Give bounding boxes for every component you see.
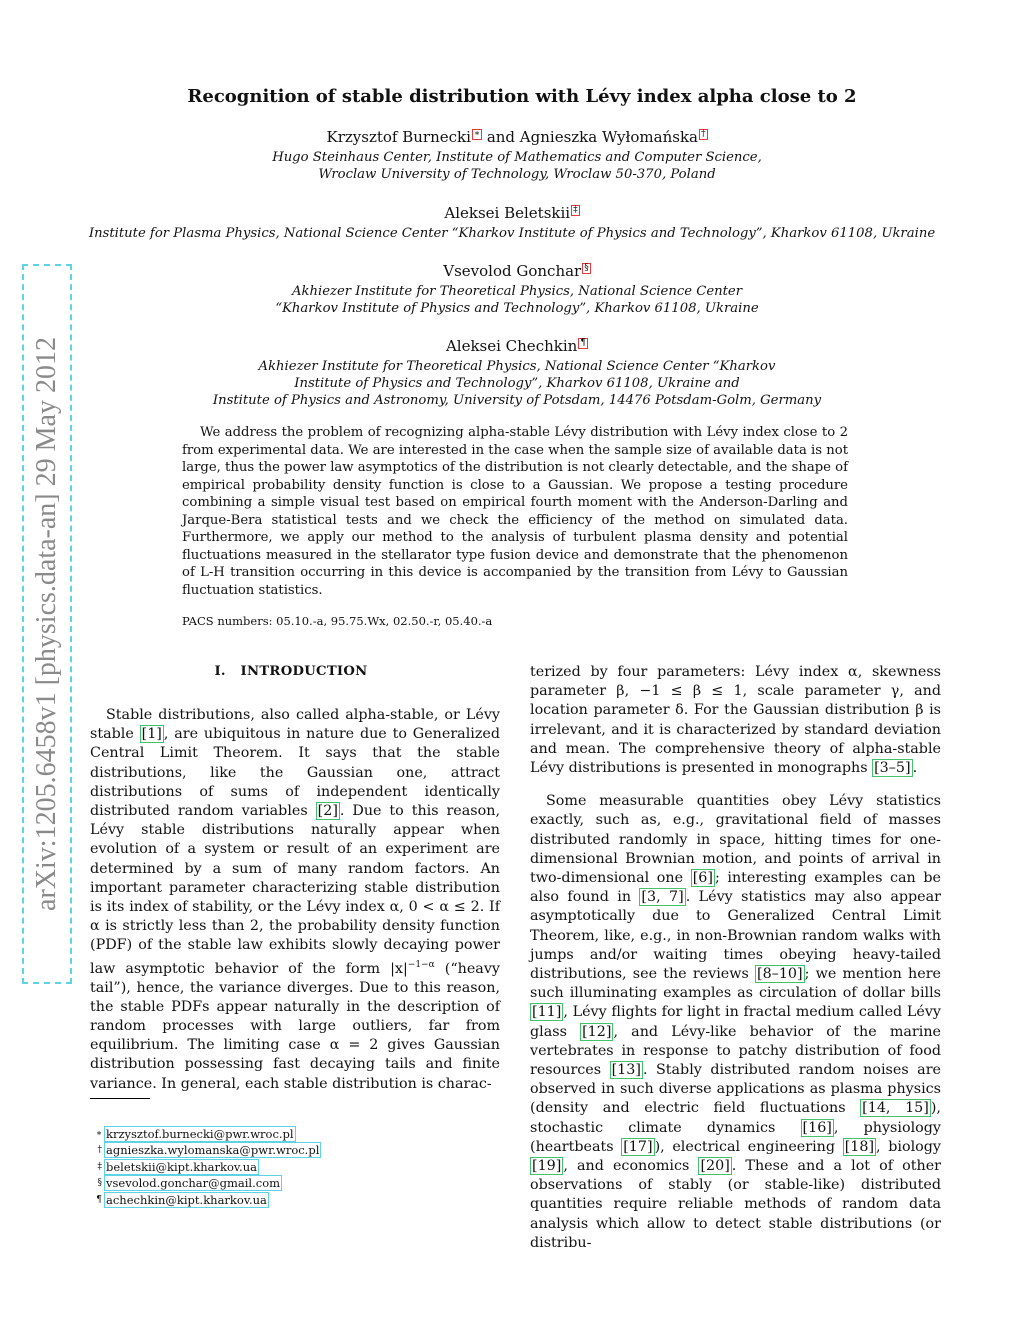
paper-title: Recognition of stable distribution with Lévy index alpha close to 2 (187, 86, 857, 107)
text-run: , physiology (heartbeats (530, 1119, 941, 1155)
author-line (80, 337, 954, 355)
affiliation-line: Akhiezer Institute for Theoretical Physics, National Science Center “Kharkov (258, 359, 776, 374)
author-block-2 (60, 204, 964, 242)
pacs-numbers: PACS numbers: 05.10.-a, 95.75.Wx, 02.50.-r, 05.40.-a (182, 614, 493, 628)
text-run: . These and a lot of other observations of stably (or stable-like) distributed quantities require reliable methods of random data analysis which allow to detect stable distributions (or distribu- (530, 1158, 941, 1251)
affiliation-line: Institute of Physics and Astronomy, University of Potsdam, 14476 Potsdam-Golm, Germany (212, 393, 822, 408)
text-run: , biology (876, 1138, 941, 1155)
right-column (530, 663, 941, 1253)
author-block-3 (80, 262, 954, 317)
text-run: terized by four parameters: Lévy index α, skewness parameter β, −1 ≤ β ≤ 1, scale parameter γ, and location parameter δ. For the Gaussian distribution β is irrelevant, and it is characterized by standard deviation and mean. The comprehensive theory of alpha-stable Lévy distributions is presented in monographs (530, 664, 941, 777)
citation-link[interactable]: [18] (844, 1138, 875, 1155)
author-footnote-link[interactable]: ∗ (473, 129, 481, 139)
citation-link[interactable]: [19] (532, 1158, 562, 1175)
text-run: , and Lévy-like behavior of the marine vertebrates in response to patchy distribution of food resources (530, 1023, 941, 1079)
citation-link[interactable]: [13] (611, 1062, 641, 1079)
right-column-paragraph-1 (530, 663, 941, 778)
author-line (80, 128, 954, 146)
arxiv-identifier: arXiv:1205.6458v1 [physics.data-an] 29 May 2012 (31, 337, 62, 911)
citation-link[interactable]: [1] (141, 726, 162, 743)
text-run: Some measurable quantities obey Lévy statistics exactly, such as, e.g., gravitational field of masses distributed randomly in space, hitting times for one-dimensional Brownian motion, and points of arrival in two-dimensional one (530, 793, 941, 887)
citation-link[interactable]: [16] (802, 1119, 832, 1136)
section-heading (82, 664, 500, 679)
section-title: INTRODUCTION (240, 664, 368, 679)
text-run: , Lévy flights for light in fractal medium called Lévy glass (530, 1004, 941, 1040)
author-footnote-link[interactable]: § (584, 263, 589, 273)
citation-link[interactable]: [14, 15] (862, 1100, 929, 1117)
text-run: . (912, 760, 918, 777)
text-run: ), electrical engineering (654, 1138, 843, 1155)
author-block-1 (80, 128, 954, 183)
author-line (80, 262, 954, 280)
text-run: (“heavy tail”), hence, the variance diverges. Due to this reason, the stable PDFs appear naturally in the description of random processes with large outliers, far from equilibrium. The limiting case α = 2 gives Gaussian distribution possessing fast decaying tails and finite variance. In general, each stable distribution is charac- (90, 960, 500, 1092)
citation-link[interactable]: [2] (317, 803, 338, 820)
author-name: Vsevolod Gonchar (443, 262, 582, 280)
left-column-paragraph (90, 706, 500, 1094)
citation-link[interactable]: [11] (532, 1004, 562, 1021)
section-number: I. (214, 664, 226, 679)
math-exponent: −1−α (407, 959, 435, 970)
author-name: Aleksei Beletskii (444, 204, 571, 222)
email-link[interactable]: agnieszka.wylomanska@pwr.wroc.pl (106, 1143, 320, 1158)
footnote-item (90, 1175, 321, 1191)
email-link[interactable]: krzysztof.burnecki@pwr.wroc.pl (106, 1127, 294, 1141)
author-footnote-link[interactable]: † (701, 129, 706, 139)
text-run: ), stochastic climate dynamics (530, 1100, 941, 1136)
citation-link[interactable]: [17] (623, 1138, 653, 1155)
citation-link[interactable]: [3–5] (874, 760, 911, 777)
text-run: , and economics (563, 1158, 699, 1175)
text-run: , are ubiquitous in nature due to Generalized Central Limit Theorem. It says that the stable distributions, like the Gaussian one, attract distributions of sums of independent identically distributed random variables (90, 726, 500, 820)
affiliation-line: Institute of Physics and Technology”, Kharkov 61108, Ukraine and (294, 376, 740, 391)
text-run: . Lévy statistics may also appear asymptotically due to Generalized Central Limit Theorem, like, e.g., in non-Brownian random walks with jumps and/or waiting times obeying heavy-tailed distributions, see the reviews (530, 889, 942, 983)
text-run: . Due to this reason, Lévy stable distributions naturally appear when evolution of a system or result of an experiment are determined by a sum of many random factors. An important parameter characterizing stable distribution is its index of stability, or the Lévy index α, 0 < α ≤ 2. If α is strictly less than 2, the probability density function (PDF) of the stable law exhibits slowly decaying power law asymptotic behavior of the form |x| (90, 803, 500, 977)
text-run: . Stably distributed random noises are observed in such diverse applications as plasma physics (density and electric field fluctuations (530, 1062, 941, 1117)
footnote-divider (90, 1098, 150, 1099)
affiliation-line: “Kharkov Institute of Physics and Technology”, Kharkov 61108, Ukraine (275, 301, 759, 316)
citation-link[interactable]: [8–10] (757, 966, 803, 983)
text-run: ; interesting examples can be also found in (530, 870, 941, 906)
affiliation-line: Hugo Steinhaus Center, Institute of Mathematics and Computer Science, (272, 150, 762, 165)
author-name: Aleksei Chechkin (445, 337, 578, 355)
footnote-symbol: † (97, 1145, 102, 1156)
citation-link[interactable]: [20] (700, 1158, 730, 1175)
footnote-item (90, 1159, 321, 1175)
footnote-symbol: ¶ (96, 1194, 102, 1205)
citation-link[interactable]: [12] (582, 1023, 612, 1040)
arxiv-sidebar-stamp[interactable] (22, 264, 72, 984)
author-footnote-link[interactable]: ¶ (580, 338, 587, 348)
affiliation-line: Institute for Plasma Physics, National Science Center “Kharkov Institute of Physics and Technology”, Kharkov 61108, Ukraine (88, 226, 936, 241)
affiliation-line: Akhiezer Institute for Theoretical Physics, National Science Center (291, 284, 743, 299)
abstract: We address the problem of recognizing alpha-stable Lévy distribution with Lévy index close to 2 from experimental data. We are interested in the case when the sample size of available data is not large, thus the power law asymptotics of the distribution is not clearly detectable, and the shape of empirical probability density function is close to a Gaussian. We propose a testing procedure combining a simple visual test based on empirical fourth moment with the Anderson-Darling and Jarque-Bera statistical tests and we check the efficiency of the method on simulated data. Furthermore, we apply our method to the analysis of turbulent plasma density and potential fluctuations measured in the stellarator type fusion device and demonstrate that the phenomenon of L-H transition occurring in this device is accompanied by the transition from Lévy to Gaussian fluctuation statistics. (182, 425, 848, 598)
footnote-symbol: ∗ (95, 1129, 102, 1139)
citation-link[interactable]: [6] (692, 870, 713, 887)
text-run: ; we mention here such illuminating examples as circulation of dollar bills (530, 966, 941, 1002)
email-link[interactable]: beletskii@kipt.kharkov.ua (106, 1159, 257, 1174)
email-link[interactable]: achechkin@kipt.kharkov.ua (106, 1192, 267, 1207)
author-line (60, 204, 964, 222)
footnote-item (90, 1142, 321, 1158)
author-block-4 (80, 337, 954, 409)
right-column-paragraph-2 (530, 792, 941, 1253)
footnotes (90, 1126, 321, 1208)
affiliation-line: Wroclaw University of Technology, Wroclaw 50-370, Poland (318, 167, 716, 182)
footnote-symbol: ‡ (97, 1161, 102, 1172)
footnote-symbol: § (97, 1178, 102, 1189)
email-link[interactable]: vsevolod.gonchar@gmail.com (106, 1176, 281, 1191)
text-run: Stable distributions, also called alpha-stable, or Lévy stable (90, 707, 500, 743)
citation-link[interactable]: [3, 7] (641, 889, 684, 906)
author-name: and Agnieszka Wyłomańska (486, 128, 698, 146)
footnote-item (90, 1192, 321, 1208)
author-footnote-link[interactable]: ‡ (573, 205, 578, 215)
author-name: Krzysztof Burnecki (326, 128, 471, 146)
footnote-item (90, 1126, 321, 1142)
